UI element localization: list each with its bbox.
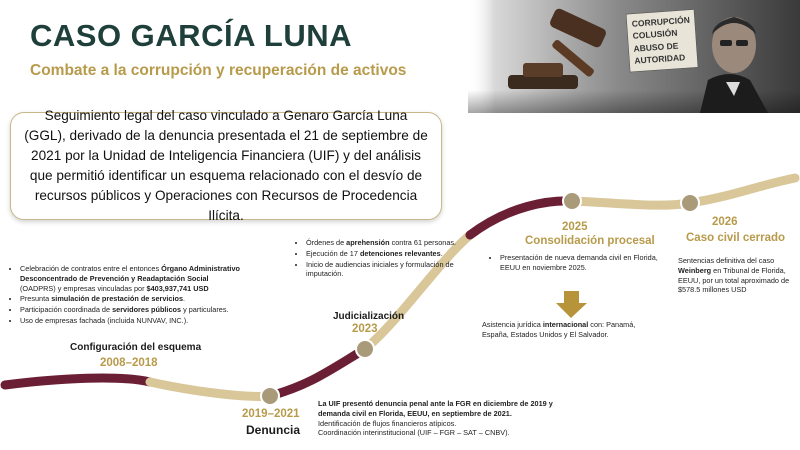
curve-seg-1 — [5, 378, 150, 385]
stage-2023-details — [296, 238, 464, 280]
stage-2019-details — [318, 399, 570, 438]
stage-2008-list — [10, 264, 242, 326]
page-title: CASO GARCÍA LUNA — [30, 18, 353, 53]
stage-2019-period: 2019–2021 — [242, 408, 300, 420]
list-item: • Participación coordinada de servidores públicos y particulares. — [20, 305, 242, 315]
milestone-dot-2023 — [356, 340, 374, 358]
stage-2008-details — [10, 264, 242, 327]
stage-2008-period: 2008–2018 — [100, 357, 158, 369]
stage-2026-label: Caso civil cerrado — [686, 232, 786, 244]
list-item: • Presunta simulación de prestación de servicios. — [20, 294, 242, 304]
stage-2019-para-2: Identificación de flujos financieros atípicos. — [318, 418, 457, 428]
list-item: • Presentación de nueva demanda civil en Florida, EEUU en noviembre 2025. — [500, 253, 658, 273]
curve-seg-6 — [572, 201, 690, 205]
stage-2023-label: Judicialización — [333, 311, 405, 322]
list-item: • Uso de empresas fachada (incluida NUNVAV, INC.). — [20, 316, 242, 326]
list-item: • Órdenes de aprehensión contra 61 personas. — [306, 238, 464, 248]
list-item: • Inicio de audiencias iniciales y formulación de imputación. — [306, 260, 464, 280]
page-subtitle: Combate a la corrupción y recuperación de activos — [30, 62, 407, 79]
stage-2025-period: 2025 — [562, 221, 588, 233]
stage-2023-list — [296, 238, 464, 279]
stage-2019-label: Denuncia — [246, 423, 301, 437]
stage-2008-label: Configuración del esquema — [70, 342, 202, 353]
summary-text: Seguimiento legal del caso vinculado a Genaro García Luna (GGL), derivado de la denuncia presentada el 21 de septiembre de 2021 por la Unidad de Inteligencia Financiera (UIF) y del análisis que permitió identificar un esquema relacionado con el desvío de recursos públicos y Operaciones con Recursos de Procedencia Ilícita. — [24, 108, 428, 223]
milestone-dot-2019 — [261, 387, 279, 405]
list-item: • Ejecución de 17 detenciones relevantes. — [306, 249, 464, 259]
stage-2025-list — [490, 253, 658, 273]
sign-line-4: AUTORIDAD — [634, 52, 686, 66]
curve-seg-2 — [150, 382, 270, 396]
stage-2019-para-1: La UIF presentó denuncia penal ante la FGR en diciembre de 2019 y demanda civil en Florida, EEUU, en septiembre de 2021. — [318, 399, 553, 418]
sign-line-2: COLUSIÓN — [632, 27, 678, 41]
milestone-dot-2025 — [563, 192, 581, 210]
curve-seg-3 — [270, 349, 365, 396]
sign-line-1: CORRUPCIÓN — [631, 14, 691, 29]
milestone-dot-2026 — [681, 194, 699, 212]
stage-2025-label: Consolidación procesal — [525, 235, 655, 247]
stage-2026-details: Sentencias definitiva del caso Weinberg en Tribunal de Florida, EEUU, por un total aproximado de $578.5 millones USD — [678, 256, 790, 295]
stage-2019-para-3: Coordinación interinstitucional (UIF – FGR – SAT – CNBV). — [318, 428, 510, 438]
stage-2025-details — [490, 253, 658, 274]
curve-seg-5 — [470, 201, 572, 235]
sign-line-3: ABUSO DE — [633, 40, 679, 54]
stage-2023-period: 2023 — [352, 323, 378, 335]
list-item: • Celebración de contratos entre el entonces Órgano Administrativo Desconcentrado de Prevención y Readaptación Social (OADPRS) y empresas vinculadas por $403,937,741 USD — [20, 264, 242, 293]
stage-2025-assistance: Asistencia jurídica internacional con: Panamá, España, Estados Unidos y El Salvador. — [482, 320, 636, 339]
stage-2026-period: 2026 — [712, 216, 738, 228]
curve-seg-7 — [690, 178, 795, 203]
down-arrow-icon — [556, 291, 587, 318]
